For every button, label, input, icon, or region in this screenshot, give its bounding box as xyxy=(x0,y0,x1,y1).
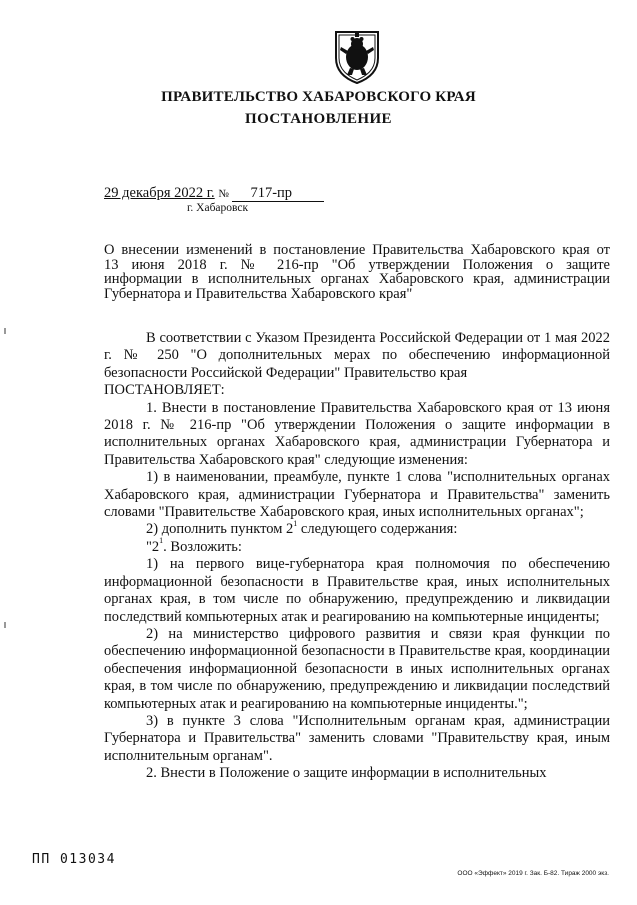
clause-text: . Возложить: xyxy=(163,538,242,555)
subject-line: О внесении изменений в постановление Правительства Хабаровского края от xyxy=(104,242,610,258)
intro-paragraph: В соответствии с Указом Президента Российской Федерации от 1 мая 2022 г. № 250 "О дополнительных мерах по обеспечению информационной безопасности Российской Федерации" Правительство края xyxy=(104,330,610,381)
quoted-item-2: 2) на министерство цифрового развития и связи края функции по обеспечению информационной безопасности в Правительстве края, координации обеспечения информационной безопасности в иных исполнительных органах края, в том числе по обнаружению, предупреждению и ликвидации последствий компьютерных атак и реагированию на компьютерные инциденты."; xyxy=(104,625,610,712)
subparagraph-text: следующего содержания: xyxy=(297,521,458,538)
number-sign: № xyxy=(218,188,229,200)
subparagraph-1-1: 1) в наименовании, преамбуле, пункте 1 слова "исполнительных органах Хабаровского края, администрации Губернатора и Правительства" заменить словами "Правительстве Хабаровского края, иных исполнительных органах"; xyxy=(104,469,610,521)
printer-note: ООО «Эффект» 2019 г. Зак. Б-82. Тираж 2000 экз. xyxy=(457,870,609,877)
decree-word: ПОСТАНОВЛЯЕТ: xyxy=(104,382,225,399)
date-number-line xyxy=(104,185,324,202)
subparagraph-1-2 xyxy=(104,518,610,538)
document-number: 717-пр xyxy=(232,186,324,202)
subject-line: информации в исполнительных органах Хабаровского края, администрации xyxy=(104,271,610,287)
org-title: ПРАВИТЕЛЬСТВО ХАБАРОВСКОГО КРАЯ xyxy=(161,89,476,105)
quoted-clause-heading xyxy=(104,536,610,556)
clause-text: "2 xyxy=(146,538,160,555)
form-code: ПП 013034 xyxy=(32,852,116,867)
coat-of-arms-icon xyxy=(332,28,382,84)
scan-edge-mark xyxy=(4,622,6,628)
subject-line: Губернатора и Правительства Хабаровского края" xyxy=(104,285,413,302)
subject-line: 13 июня 2018 г. № 216-пр "Об утверждении Положения о защите xyxy=(104,256,610,273)
scan-edge-mark xyxy=(4,328,6,334)
superscript: 1 xyxy=(159,536,164,546)
superscript: 1 xyxy=(293,518,298,528)
city: г. Хабаровск xyxy=(187,202,249,214)
paragraph-2: 2. Внести в Положение о защите информации в исполнительных xyxy=(146,765,547,782)
paragraph-1: 1. Внести в постановление Правительства Хабаровского края от 13 июня 2018 г. № 216-пр "Об утверждении Положения о защите информации в исполнительных органах Хабаровского края, администрации Губернатора и Правительства Хабаровского края" следующие изменения: xyxy=(104,399,610,468)
quoted-item-1: 1) на первого вице-губернатора края полномочия по обеспечению информационной безопасности в Правительстве края, иных исполнительных органах края, в том числе по обнаружению, предупреждению и ликвидации последствий компьютерных атак и реагированию на компьютерные инциденты; xyxy=(104,556,610,625)
document-body xyxy=(104,330,610,783)
document-date: 29 декабря 2022 г. xyxy=(104,185,215,201)
subparagraph-text: 2) дополнить пунктом 2 xyxy=(146,521,294,538)
document-subject xyxy=(104,243,610,301)
document-type: ПОСТАНОВЛЕНИЕ xyxy=(245,111,392,127)
subparagraph-1-3: 3) в пункте 3 слова "Исполнительным органам края, администрации Губернатора и Правительства" заменить словами "Правительству края, иным исполнительным органам". xyxy=(104,712,610,764)
